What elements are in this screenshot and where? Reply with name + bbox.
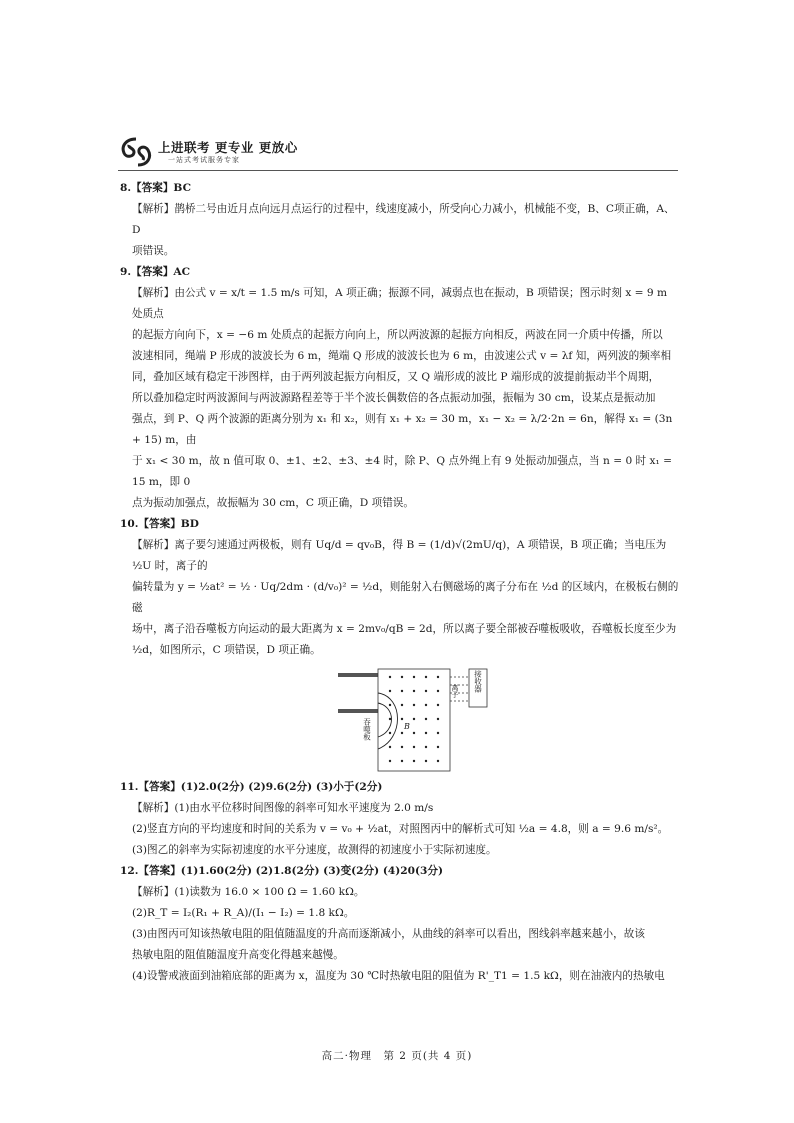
q9-line: 波速相同，绳端 P 形成的波波长为 6 m，绳端 Q 形成的波波长也为 6 m，由波速公式 v = λf 知，两列波的频率相 xyxy=(132,350,672,362)
q12-answer: 12.【答案】(1)1.60(2分) (2)1.8(2分) (3)变(2分) (4)20(3分) xyxy=(120,865,443,877)
q10-line: 【解析】离子要匀速通过两极板，则有 Uq/d = qv₀B，得 B = (1/d)√(2mU/q)，A 项错误，B 项正确；当电压为 ½U 时，离子的 xyxy=(132,539,667,572)
q9-line: 强点，到 P、Q 两个波源的距离分别为 x₁ 和 x₂，则有 x₁ + x₂ = 30 m，x₁ − x₂ = λ/2·2n = 6n，解得 x₁ = (3n + 15) m，由 xyxy=(132,413,673,446)
q12-line: 热敏电阻的阻值随温度升高变化得越来越慢。 xyxy=(132,949,344,961)
lower-plate xyxy=(338,709,378,713)
brand-logo-icon xyxy=(118,136,154,168)
q9-line: 【解析】由公式 v = x/t = 1.5 m/s 可知，A 项正确；振源不同，减弱点也在振动，B 项错误；图示时刻 x = 9 m 处质点 xyxy=(132,287,668,320)
q9-line: 于 x₁ < 30 m，故 n 值可取 0、±1、±2、±3、±4 时，除 P、Q 点外绳上有 9 处振动加强点，当 n = 0 时 x₁ = 15 m，即 0 xyxy=(132,455,672,488)
q9-line: 点为振动加强点，故振幅为 30 cm，C 项正确，D 项错误。 xyxy=(132,497,414,509)
field-dots xyxy=(389,676,439,762)
receiver-label: 接收器 xyxy=(473,669,483,693)
q10-line: 场中，离子沿吞噬板方向运动的最大距离为 x = 2mv₀/qB = 2d，所以离子要全部被吞噬板吸收，吞噬板长度至少为 xyxy=(132,623,677,635)
q10-line: ½d，如图所示，C 项错误，D 项正确。 xyxy=(132,644,321,656)
q10-line: 偏转量为 y = ½at² = ½ · Uq/2dm · (d/v₀)² = ½d，则能射入右侧磁场的离子分布在 ½d 的区域内，在极板右侧的磁 xyxy=(132,581,679,614)
q11-line: 【解析】(1)由水平位移时间图像的斜率可知水平速度为 2.0 m/s xyxy=(132,802,434,814)
q12-line: (2)R_T = I₂(R₁ + R_A)/(I₁ − I₂) = 1.8 kΩ。 xyxy=(132,907,355,919)
q12-line: 【解析】(1)读数为 16.0 × 100 Ω = 1.60 kΩ。 xyxy=(132,886,365,898)
q9-answer: 9.【答案】AC xyxy=(120,266,191,278)
q8-answer: 8.【答案】BC xyxy=(120,182,192,194)
q9-line: 所以叠加稳定时两波源间与两波源路程差等于半个波长偶数倍的各点振动加强，振幅为 30 cm，设某点是振动加 xyxy=(132,392,656,404)
ion-trajectories xyxy=(378,693,398,749)
q12-line: (4)设警戒液面到油箱底部的距离为 x，温度为 30 ℃时热敏电阻的阻值为 R'_T1 = 1.5 kΩ，则在油液内的热敏电 xyxy=(132,970,665,982)
q12-line: (3)由图丙可知该热敏电阻的阻值随温度的升高而逐渐减小，从曲线的斜率可以看出，图线斜率越来越小，故该 xyxy=(132,928,645,940)
q9-line: 的起振方向向下，x = −6 m 处质点的起振方向向上，所以两波源的起振方向相反，两波在同一介质中传播，所以 xyxy=(132,329,663,341)
ion-swallow-diagram xyxy=(338,667,488,773)
brand-name: 上进联考 更专业 更放心 xyxy=(158,140,298,155)
page-footer: 高二·物理 第 2 页(共 4 页) xyxy=(321,1050,473,1062)
q10-answer: 10.【答案】BD xyxy=(120,518,199,530)
page-header xyxy=(118,136,678,170)
header-divider xyxy=(118,170,678,171)
ions-label: 离子 xyxy=(451,684,459,698)
q8-analysis-end: 项错误。 xyxy=(132,245,175,257)
q8-analysis: 【解析】鹊桥二号由近月点向远月点运行的过程中，线速度减小，所受向心力减小，机械能不变，B、C项正确，A、D xyxy=(132,203,675,236)
brand-slogan: 一站式考试服务专家 xyxy=(168,156,240,164)
q9-line: 同，叠加区域有稳定干涉图样，由于两列波起振方向相反，又 Q 端形成的波比 P 端形成的波提前振动半个周期， xyxy=(132,371,660,383)
upper-plate xyxy=(338,673,378,677)
field-label: B xyxy=(404,722,410,731)
q11-line: (3)图乙的斜率为实际初速度的水平分速度，故测得的初速度小于实际初速度。 xyxy=(132,844,497,856)
answer-content xyxy=(120,178,680,987)
q11-answer: 11.【答案】(1)2.0(2分) (2)9.6(2分) (3)小于(2分) xyxy=(120,781,383,793)
q11-line: (2)竖直方向的平均速度和时间的关系为 v = v₀ + ½at，对照图丙中的解析式可知 ½a = 4.8，则 a = 9.6 m/s²。 xyxy=(132,823,669,835)
swallow-plate-label: 吞噬板 xyxy=(362,717,372,741)
